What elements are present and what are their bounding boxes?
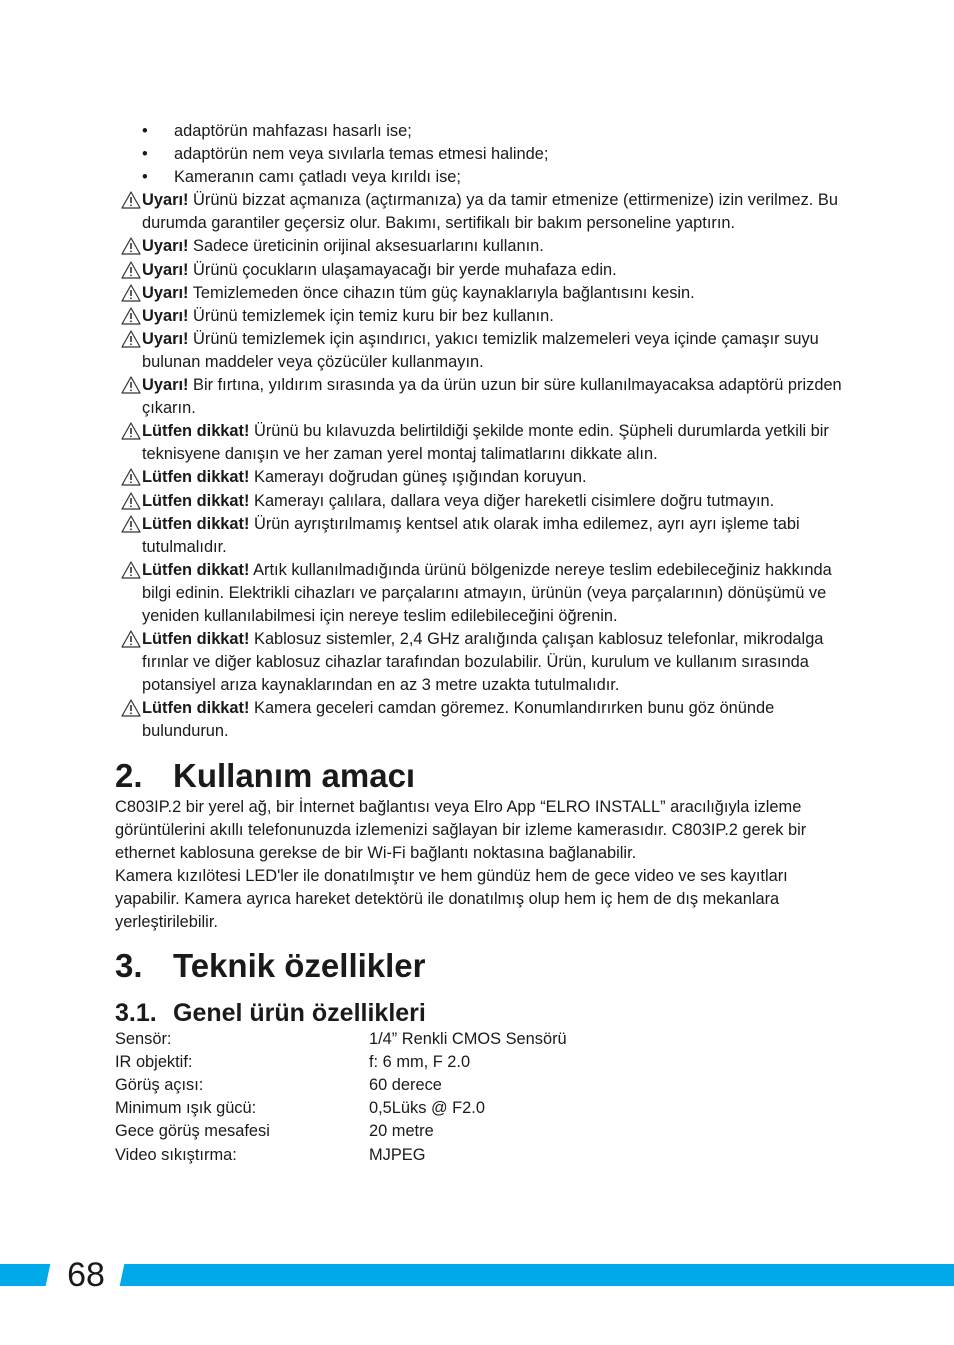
warning-triangle-icon	[121, 330, 141, 348]
warning-triangle-icon	[121, 492, 141, 510]
spec-value: MJPEG	[369, 1145, 426, 1164]
warning-notes	[115, 189, 845, 743]
note-text: Bir fırtına, yıldırım sırasında ya da ürün uzun bir süre kullanılmayacaksa adaptörü prizden çıkarın.	[142, 376, 842, 418]
bullet-dot: •	[142, 145, 148, 164]
subsection-title: Genel ürün özellikleri	[173, 999, 426, 1028]
note-text: Ürünü bu kılavuzda belirtildiği şekilde monte edin. Şüpheli durumlarda yetkili bir teknisyene danışın ve her zaman yerel montaj talimatlarını dikkate alın.	[142, 422, 829, 464]
list-item	[115, 166, 845, 189]
warning-triangle-icon	[121, 468, 141, 486]
spec-value: 1/4” Renkli CMOS Sensörü	[369, 1030, 567, 1049]
warning-note	[115, 374, 845, 420]
spec-key: IR objektif:	[115, 1053, 193, 1072]
note-label: Uyarı!	[142, 260, 189, 279]
note-label: Lütfen dikkat!	[142, 514, 250, 533]
note-label: Lütfen dikkat!	[142, 491, 250, 510]
warning-note	[115, 697, 845, 743]
note-text: Temizlemeden önce cihazın tüm güç kaynaklarıyla bağlantısını kesin.	[188, 283, 695, 302]
table-row	[115, 1097, 567, 1120]
section-title: Teknik özellikler	[173, 947, 426, 985]
warning-note	[115, 466, 845, 489]
warning-triangle-icon	[121, 515, 141, 533]
warning-note	[115, 490, 845, 513]
note-label: Uyarı!	[142, 237, 189, 256]
note-text: Ürünü temizlemek için temiz kuru bir bez kullanın.	[188, 306, 554, 325]
warning-note	[115, 235, 845, 258]
warning-triangle-icon	[121, 261, 141, 279]
note-label: Lütfen dikkat!	[142, 699, 250, 718]
warning-note	[115, 259, 845, 282]
list-item	[115, 120, 845, 143]
spec-value: 0,5Lüks @ F2.0	[369, 1099, 485, 1118]
warning-note	[115, 559, 845, 628]
spec-key: Sensör:	[115, 1030, 172, 1049]
spec-value: 20 metre	[369, 1122, 434, 1141]
table-row	[115, 1028, 567, 1051]
warning-triangle-icon	[121, 422, 141, 440]
note-text: Ürünü bizzat açmanıza (açtırmanıza) ya da tamir etmenize (ettirmenize) izin verilmez. Bu durumda garantiler geçersiz olur. Bakımı, sertifikalı bir bakım personeline yaptırın.	[142, 191, 838, 233]
note-label: Lütfen dikkat!	[142, 468, 250, 487]
note-text: Ürün ayrıştırılmamış kentsel atık olarak imha edilemez, ayrı ayrı işleme tabi tutulmalıdır.	[142, 514, 800, 556]
note-label: Uyarı!	[142, 376, 189, 395]
page-content	[115, 120, 845, 1167]
paragraph: C803IP.2 bir yerel ağ, bir İnternet bağlantısı veya Elro App “ELRO INSTALL” aracılığıyla izleme görüntülerini akıllı telefonunuzda izlemenizi sağlayan bir izleme kamerasıdır. C803IP.2 gerek bir ethernet kablosuna gerekse de bir Wi-Fi bağlantı noktasına bağlanabilir.	[115, 797, 807, 862]
warning-triangle-icon	[121, 307, 141, 325]
warning-note	[115, 328, 845, 374]
note-text: Artık kullanılmadığında ürünü bölgenizde nereye teslim edebileceğiniz hakkında bilgi edinin. Elektrikli cihazları ve parçalarını atmayın, ürünün (veya parçalarının) dönüşümü ve yeniden kullanılabilmesi için nereye teslim edilebileceğini öğrenin.	[142, 560, 832, 625]
bullet-list	[115, 120, 845, 189]
table-row	[115, 1144, 567, 1167]
note-label: Uyarı!	[142, 191, 189, 210]
note-label: Uyarı!	[142, 306, 189, 325]
note-text: Kamerayı çalılara, dallara veya diğer hareketli cisimlere doğru tutmayın.	[249, 491, 775, 510]
warning-triangle-icon	[121, 191, 141, 209]
warning-triangle-icon	[121, 376, 141, 394]
footer-bar	[0, 1264, 954, 1286]
bullet-dot: •	[142, 168, 148, 187]
table-row	[115, 1074, 567, 1097]
list-item	[115, 143, 845, 166]
spec-key: Video sıkıştırma:	[115, 1145, 237, 1164]
warning-triangle-icon	[121, 237, 141, 255]
warning-triangle-icon	[121, 630, 141, 648]
note-text: Sadece üreticinin orijinal aksesuarlarını kullanın.	[188, 237, 544, 256]
table-row	[115, 1120, 567, 1143]
section-heading-teknik	[115, 946, 845, 986]
note-label: Lütfen dikkat!	[142, 422, 250, 441]
subsection-heading	[115, 998, 845, 1028]
warning-note	[115, 305, 845, 328]
spec-key: Görüş açısı:	[115, 1076, 204, 1095]
section-heading-kullanim	[115, 756, 845, 796]
section-number: 3.	[115, 947, 143, 985]
subsection-number: 3.1.	[115, 999, 157, 1028]
note-label: Uyarı!	[142, 283, 189, 302]
warning-note	[115, 628, 845, 697]
bullet-text: adaptörün mahfazası hasarlı ise;	[174, 122, 412, 140]
warning-note	[115, 513, 845, 559]
warning-note	[115, 282, 845, 305]
note-text: Kamerayı doğrudan güneş ışığından koruyun.	[249, 468, 587, 487]
note-label: Uyarı!	[142, 329, 189, 348]
note-label: Lütfen dikkat!	[142, 630, 250, 649]
bullet-dot: •	[142, 122, 148, 140]
note-text: Kamera geceleri camdan göremez. Konumlandırırken bunu göz önünde bulundurun.	[142, 699, 775, 741]
section-title: Kullanım amacı	[173, 756, 416, 794]
note-text: Kablosuz sistemler, 2,4 GHz aralığında çalışan kablosuz telefonlar, mikrodalga fırınlar ve diğer kablosuz cihazlar tarafından bozulabilir. Ürün, kurulum ve kullanım sırasında potansiyel arıza kaynaklarından en az 3 metre uzakta tutulmalıdır.	[142, 630, 824, 695]
warning-note	[115, 420, 845, 466]
page-number: 68	[67, 1256, 105, 1294]
bullet-text: Kameranın camı çatladı veya kırıldı ise;	[174, 168, 461, 187]
note-text: Ürünü temizlemek için aşındırıcı, yakıcı temizlik malzemeleri veya içinde çamaşır suyu bulunan maddeler veya çözücüler kullanmayın.	[142, 329, 819, 371]
section-number: 2.	[115, 756, 143, 794]
warning-triangle-icon	[121, 284, 141, 302]
spec-value: f: 6 mm, F 2.0	[369, 1053, 471, 1072]
spec-value: 60 derece	[369, 1076, 442, 1095]
warning-triangle-icon	[121, 699, 141, 717]
spec-key: Gece görüş mesafesi	[115, 1122, 270, 1141]
bullet-text: adaptörün nem veya sıvılarla temas etmesi halinde;	[174, 145, 549, 164]
spec-key: Minimum ışık gücü:	[115, 1099, 257, 1118]
warning-note	[115, 189, 845, 235]
paragraph: Kamera kızılötesi LED'ler ile donatılmıştır ve hem gündüz hem de gece video ve ses kayıtları yapabilir. Kamera ayrıca hareket detektörü ile donatılmış olup hem iç hem de dış mekanlara yerleştirilebilir.	[115, 866, 788, 931]
spec-table	[115, 1028, 567, 1167]
warning-triangle-icon	[121, 561, 141, 579]
note-text: Ürünü çocukların ulaşamayacağı bir yerde muhafaza edin.	[188, 260, 617, 279]
table-row	[115, 1051, 567, 1074]
note-label: Lütfen dikkat!	[142, 560, 250, 579]
